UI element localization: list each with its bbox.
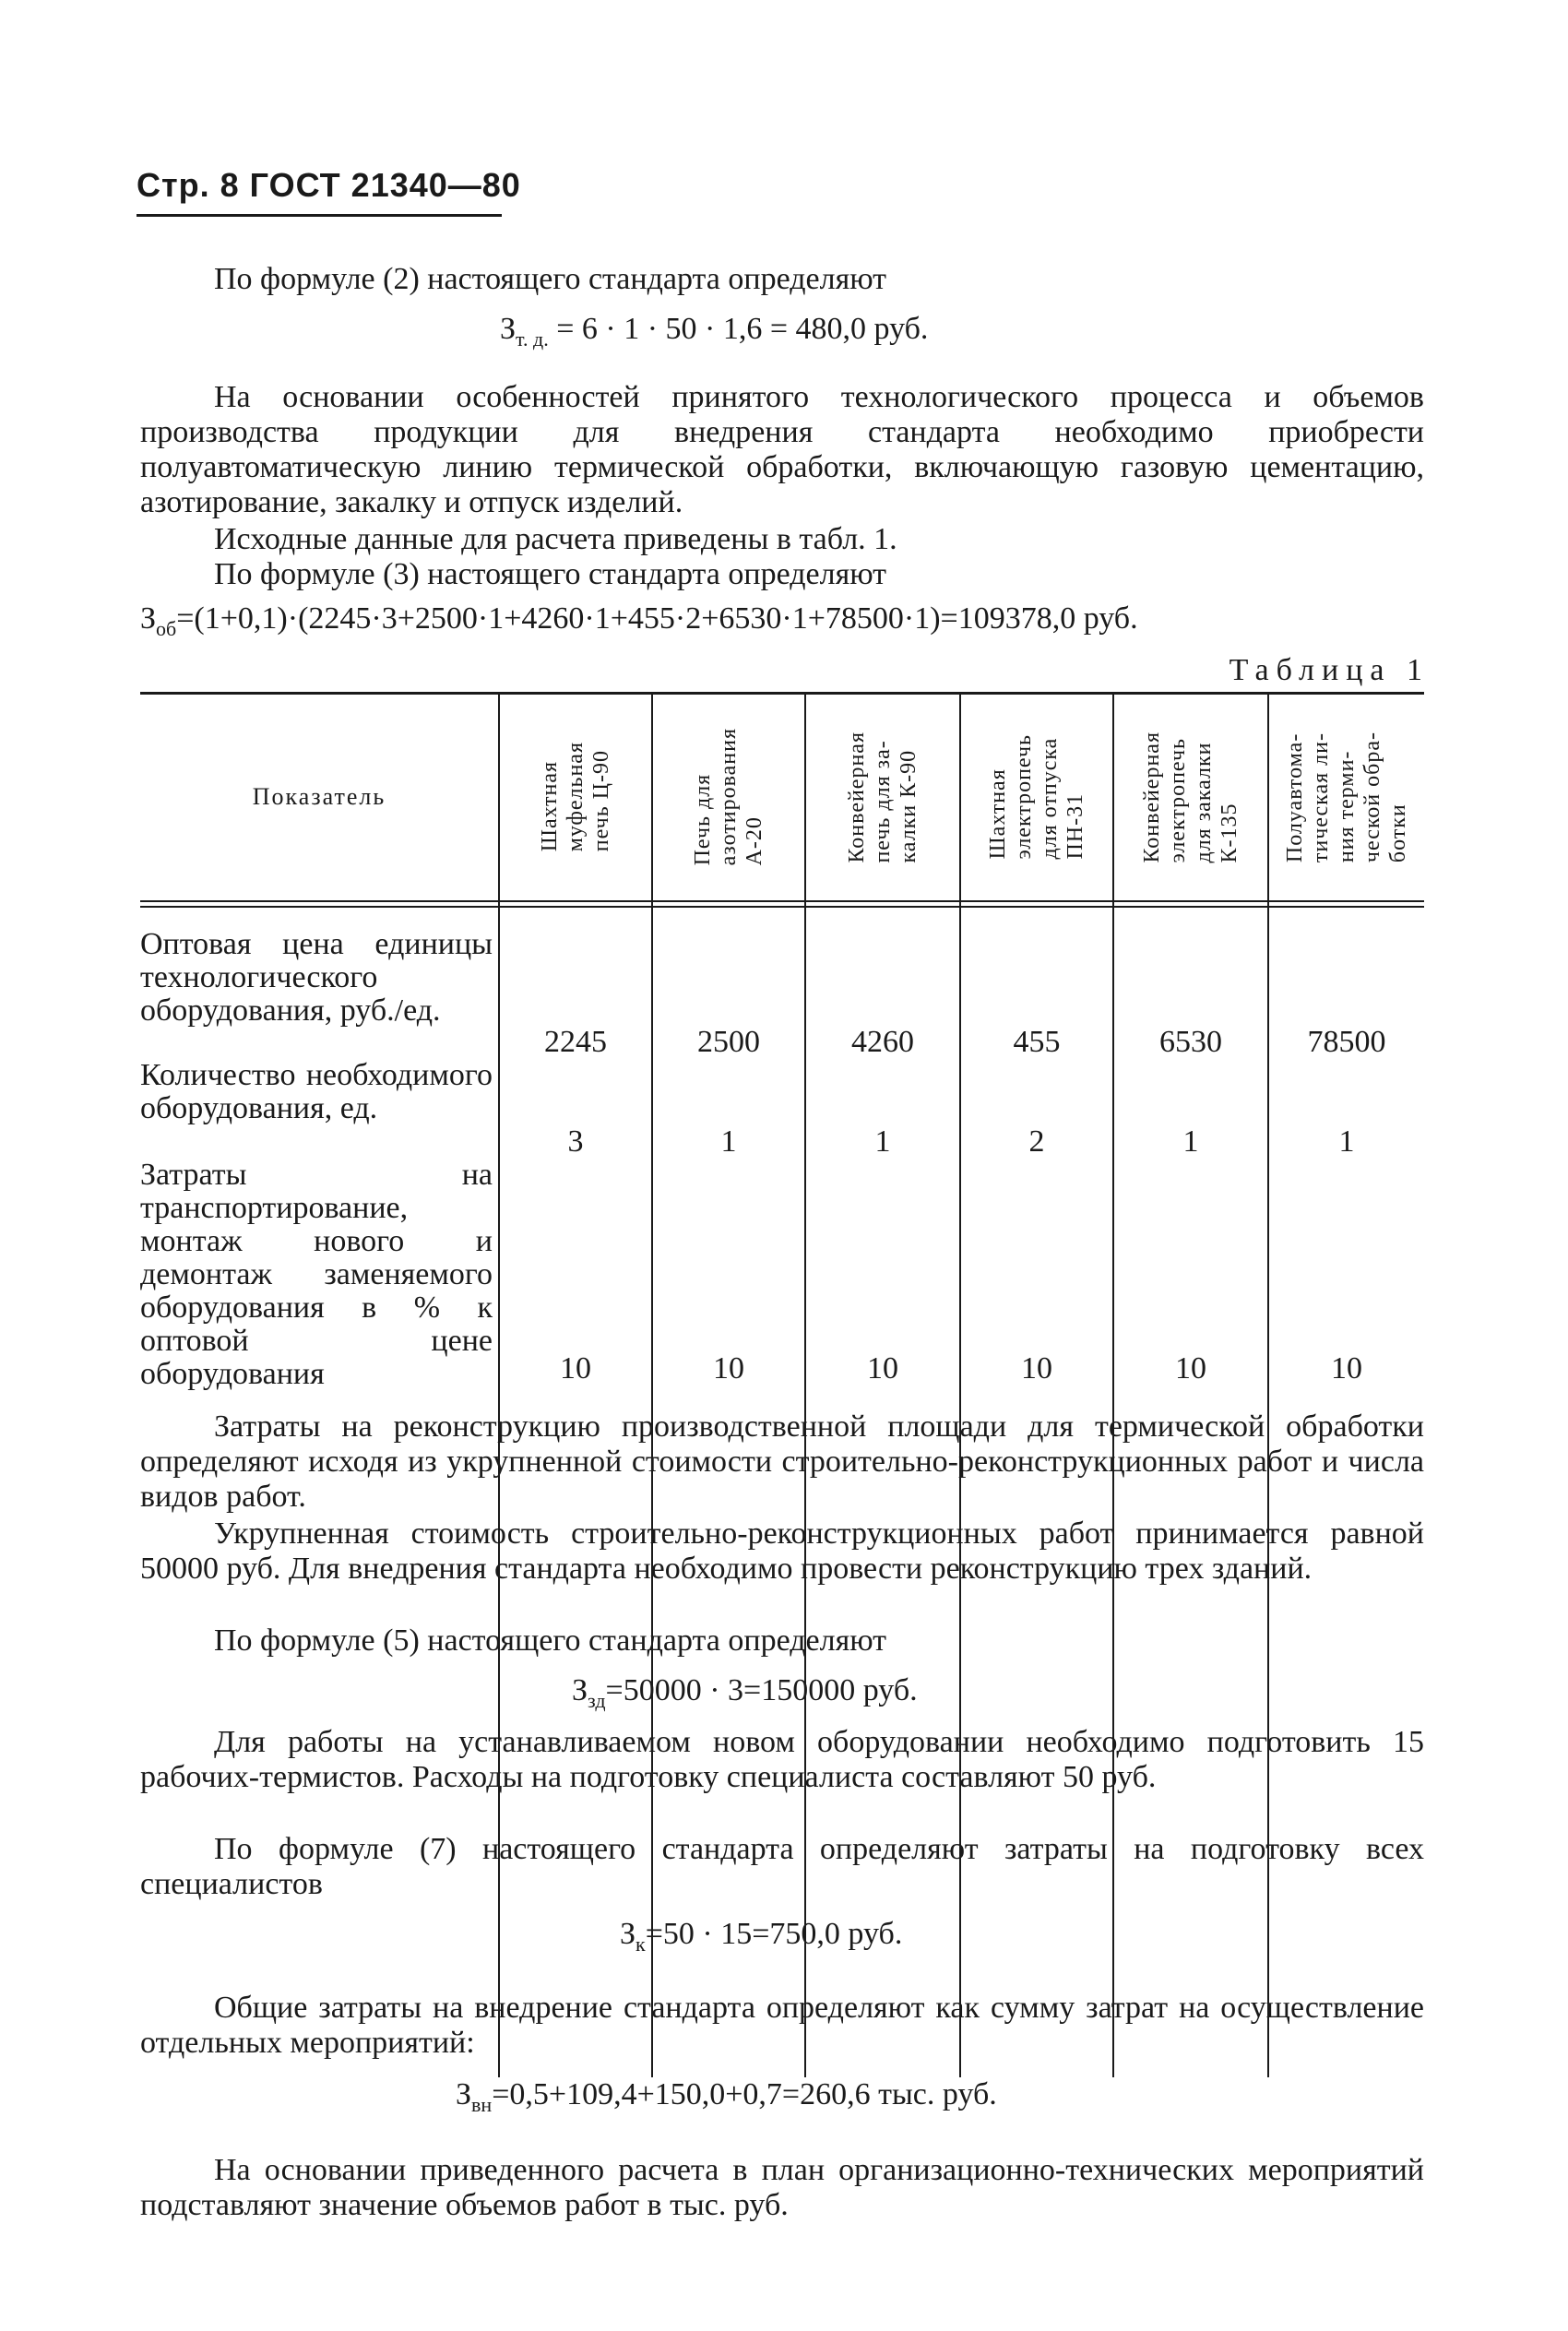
paragraph-source-data: Исходные данные для расчета приведены в табл. 1.	[214, 522, 897, 556]
table-cell: 10	[560, 1351, 591, 1386]
table-row-label: Затраты на транспортирование, монтаж нового и демонтаж заменяемого оборудования в % к оптовой цене оборудования	[140, 1158, 493, 1391]
table-header-indicator: Показатель	[252, 783, 386, 810]
formula-zob-lhs: З	[140, 601, 157, 636]
formula-zob-sub: об	[156, 616, 177, 640]
formula-ztd-lhs: З	[500, 312, 517, 346]
formula-zzd-rhs: =50000 · 3=150000 руб.	[605, 1673, 918, 1707]
paragraph-formula-3-intro: По формуле (3) настоящего стандарта определяют	[214, 557, 887, 591]
table-header-rule	[140, 900, 1424, 902]
formula-zob-rhs: =(1+0,1)·(2245·3+2500·1+4260·1+455·2+6530·1+78500·1)=109378,0 руб.	[176, 601, 1138, 636]
formula-zk-sub: к	[636, 1932, 646, 1956]
table-row-label: Оптовая цена единицы технологического оборудования, руб./ед.	[140, 927, 493, 1028]
table-cell: 6530	[1159, 1025, 1222, 1059]
formula-zk	[620, 1917, 902, 1962]
table-cell: 2	[1028, 1124, 1045, 1159]
header-rule	[137, 214, 502, 217]
formula-zvn-rhs: =0,5+109,4+150,0+0,7=260,6 тыс. руб.	[492, 2077, 997, 2111]
table-cell: 1	[1338, 1124, 1355, 1159]
table-cell: 10	[713, 1351, 744, 1386]
table-header-col-5-text: Конвейерная электропечь для закалки К-135	[1140, 731, 1241, 863]
formula-ztd-rhs: = 6 · 1 · 50 · 1,6 = 480,0 руб.	[548, 312, 929, 346]
formula-ztd	[500, 312, 928, 357]
formula-zzd-sub: зд	[588, 1688, 606, 1712]
table-header-col-6	[1269, 699, 1424, 895]
paragraph-formula-5-intro: По формуле (5) настоящего стандарта определяют	[214, 1623, 887, 1658]
table-header-col-2-text: Печь для азотирования А-20	[691, 728, 766, 866]
paragraph-formula-7-intro: По формуле (7) настоящего стандарта определяют затраты на подготовку всех специалистов	[140, 1832, 1424, 1901]
table-cell: 4260	[851, 1025, 914, 1059]
table-cell: 10	[1175, 1351, 1206, 1386]
table-cell: 10	[1021, 1351, 1052, 1386]
formula-zzd	[572, 1673, 918, 1719]
paragraph-aggregated-cost: Укрупненная стоимость строительно-реконструкционных работ принимается равной 50000 руб. Для внедрения стандарта необходимо провести реконструкцию трех зданий.	[140, 1516, 1424, 1586]
table-header-col-4-text: Шахтная электропечь для отпуска ПН-31	[986, 734, 1087, 860]
table-header-col-4	[961, 699, 1112, 895]
table-cell: 78500	[1307, 1025, 1386, 1059]
paragraph-reconstruction: Затраты на реконструкцию производственной площади для термической обработки определяют исходя из укрупненной стоимости строительно-реконструкционных работ и числа видов работ.	[140, 1409, 1424, 1514]
table-header-col-1-text: Шахтная муфельная печь Ц-90	[538, 742, 613, 852]
table-header-col-3-text: Конвейерная печь для за- калки К-90	[845, 731, 921, 863]
paragraph-formula-2-intro: По формуле (2) настоящего стандарта определяют	[214, 262, 887, 296]
table-caption: Таблица 1	[1229, 653, 1430, 687]
table-cell: 10	[1331, 1351, 1362, 1386]
formula-zk-lhs: З	[620, 1917, 636, 1951]
table-cell: 2245	[544, 1025, 607, 1059]
formula-zvn-sub: вн	[471, 2092, 493, 2116]
formula-zvn-lhs: З	[456, 2077, 472, 2111]
paragraph-workers: Для работы на устанавливаемом новом оборудовании необходимо подготовить 15 рабочих-термистов. Расходы на подготовку специалиста составляют 50 руб.	[140, 1725, 1424, 1794]
page-header: Стр. 8 ГОСТ 21340—80	[137, 166, 521, 204]
table-header-col-6-text: Полуавтома- тическая ли- ния терми- ческой обра- ботки	[1283, 731, 1410, 863]
table-cell: 3	[567, 1124, 584, 1159]
paragraph-conclusion: На основании приведенного расчета в план организационно-технических мероприятий подставляют значение объемов работ в тыс. руб.	[140, 2153, 1424, 2222]
table-cell: 1	[720, 1124, 737, 1159]
table-header-col-2	[653, 699, 804, 895]
table-header-col-5	[1114, 699, 1267, 895]
formula-ztd-sub: т. д.	[516, 327, 549, 351]
table-header-col-3	[806, 699, 959, 895]
formula-zvn	[456, 2077, 997, 2123]
paragraph-basis: На основании особенностей принятого технологического процесса и объемов производства продукции для внедрения стандарта необходимо приобрести полуавтоматическую линию термической обработки, включающую газовую цементацию, азотирование, закалку и отпуск изделий.	[140, 380, 1424, 519]
table-row-label: Количество необходимого оборудования, ед.	[140, 1058, 493, 1125]
table-cell: 1	[1182, 1124, 1199, 1159]
formula-zk-rhs: =50 · 15=750,0 руб.	[645, 1917, 903, 1951]
table-top-rule	[140, 692, 1424, 695]
formula-zob	[140, 601, 1138, 647]
table-header-col-1	[500, 699, 651, 895]
table-cell: 2500	[697, 1025, 760, 1059]
formula-zzd-lhs: З	[572, 1673, 588, 1707]
table-cell: 455	[1013, 1025, 1061, 1059]
table-header-rule-double	[140, 906, 1424, 908]
table-cell: 1	[874, 1124, 891, 1159]
table-cell: 10	[867, 1351, 898, 1386]
paragraph-total-costs: Общие затраты на внедрение стандарта определяют как сумму затрат на осуществление отдельных мероприятий:	[140, 1991, 1424, 2060]
